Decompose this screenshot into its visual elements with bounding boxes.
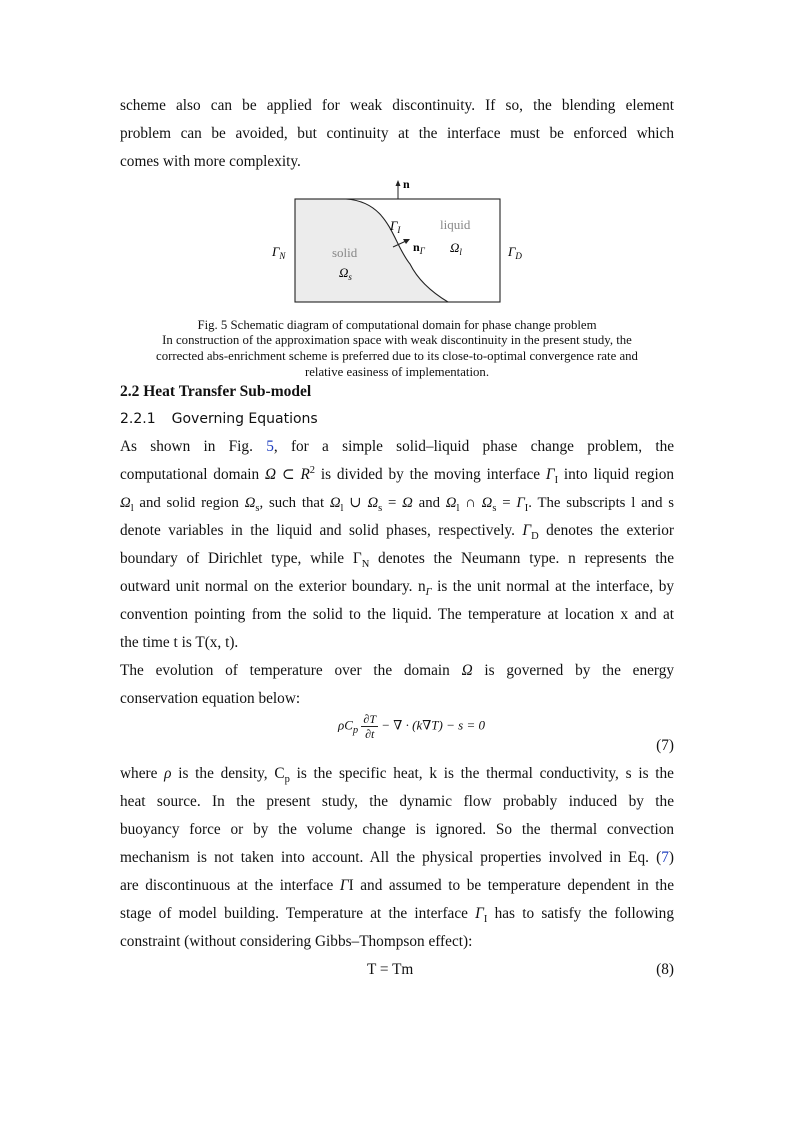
text-line: problem can be avoided, but continuity at the interface must be enforced which (120, 125, 674, 142)
text-line: constraint (without considering Gibbs–Thompson effect): (120, 933, 473, 950)
section-heading: 2.2 Heat Transfer Sub-model (120, 383, 312, 400)
figure-reference-link[interactable]: 5 (266, 438, 274, 455)
text-line: outward unit normal on the exterior boundary. $n_\Gamma$ is the unit normal at the interface, by (120, 578, 675, 598)
text-line: The evolution of temperature over the domain Ω is governed by the energy (120, 662, 674, 679)
text-line: denote variables in the liquid and solid phases, respectively. $\Gamma_D$ denotes the exterior (120, 522, 675, 542)
solid-omega-label: $\Omega_s$ (339, 265, 352, 282)
text-line: mechanism is not taken into account. All the physical properties involved in Eq. (7) (120, 849, 674, 866)
figure-caption: Fig. 5 Schematic diagram of computational domain for phase change problem (197, 318, 597, 332)
text-line: computational domain Ω ⊂ $R^2$ is divided by the moving interface $\Gamma_I$ into liquid region (120, 465, 675, 486)
phase-change-domain-diagram (260, 172, 540, 312)
text-line: scheme also can be applied for weak discontinuity. If so, the blending element (120, 97, 674, 114)
interface-label: $\Gamma_I$ (390, 218, 401, 235)
text-line: the time t is T(x, t). (120, 634, 239, 651)
equation-8-body: T = Tm (367, 961, 414, 978)
text-line: are discontinuous at the interface ΓI and assumed to be temperature dependent in the (120, 877, 674, 894)
subsection-heading (120, 409, 674, 429)
text-line: where ρ is the density, $C_p$ is the specific heat, k is the thermal conductivity, s is the (120, 765, 674, 785)
text-line: heat source. In the present study, the dynamic flow probably induced by the (120, 793, 674, 810)
text-line: buoyancy force or by the volume change is ignored. So the thermal convection (120, 821, 674, 838)
solid-region (295, 199, 448, 302)
normal-label: n (403, 177, 410, 191)
text-line: conservation equation below: (120, 690, 301, 707)
interface-normal-label: $n_\Gamma$ (413, 240, 425, 256)
subsection-number: 2.2.1 (120, 411, 156, 427)
liquid-label: liquid (440, 217, 471, 232)
equation-7: $\rho C_p$ $\frac{\partial T}{\partial t}$ − ∇ · (k∇T) − s = 0 (338, 712, 485, 741)
text-line: As shown in Fig. 5, for a simple solid–liquid phase change problem, the (120, 438, 675, 455)
normal-arrow-head (396, 180, 401, 186)
caption-line: corrected abs-enrichment scheme is preferred due to its close-to-optimal convergence rate and (156, 349, 638, 363)
caption-line: relative easiness of implementation. (304, 365, 490, 379)
subsection-title: Governing Equations (171, 411, 318, 427)
text-line: boundary of Dirichlet type, while $\Gamma_N$ denotes the Neumann type. n represents the (120, 550, 674, 570)
text-line: convention pointing from the solid to the liquid. The temperature at location x and at (120, 606, 674, 623)
solid-label: solid (332, 245, 358, 260)
liquid-omega-label: $\Omega_l$ (450, 240, 462, 257)
equation-number: (7) (656, 737, 674, 754)
neumann-boundary-label: $\Gamma_N$ (272, 244, 286, 261)
text-line: comes with more complexity. (120, 153, 301, 170)
equation-reference-link[interactable]: 7 (661, 849, 669, 866)
text-line: $\Omega_l$ and solid region $\Omega_s$, such that $\Omega_l$ ∪ $\Omega_s = \Omega$ and $\Omega_l$ ∩ $\Omega_s = \Gamma_I$. The subscripts l and s (120, 495, 675, 514)
dirichlet-boundary-label: $\Gamma_D$ (508, 244, 522, 261)
text-line: stage of model building. Temperature at the interface $\Gamma_I$ has to satisfy the following (120, 905, 674, 925)
caption-line: In construction of the approximation space with weak discontinuity in the present study, the (162, 333, 632, 347)
equation-number: (8) (656, 961, 674, 978)
